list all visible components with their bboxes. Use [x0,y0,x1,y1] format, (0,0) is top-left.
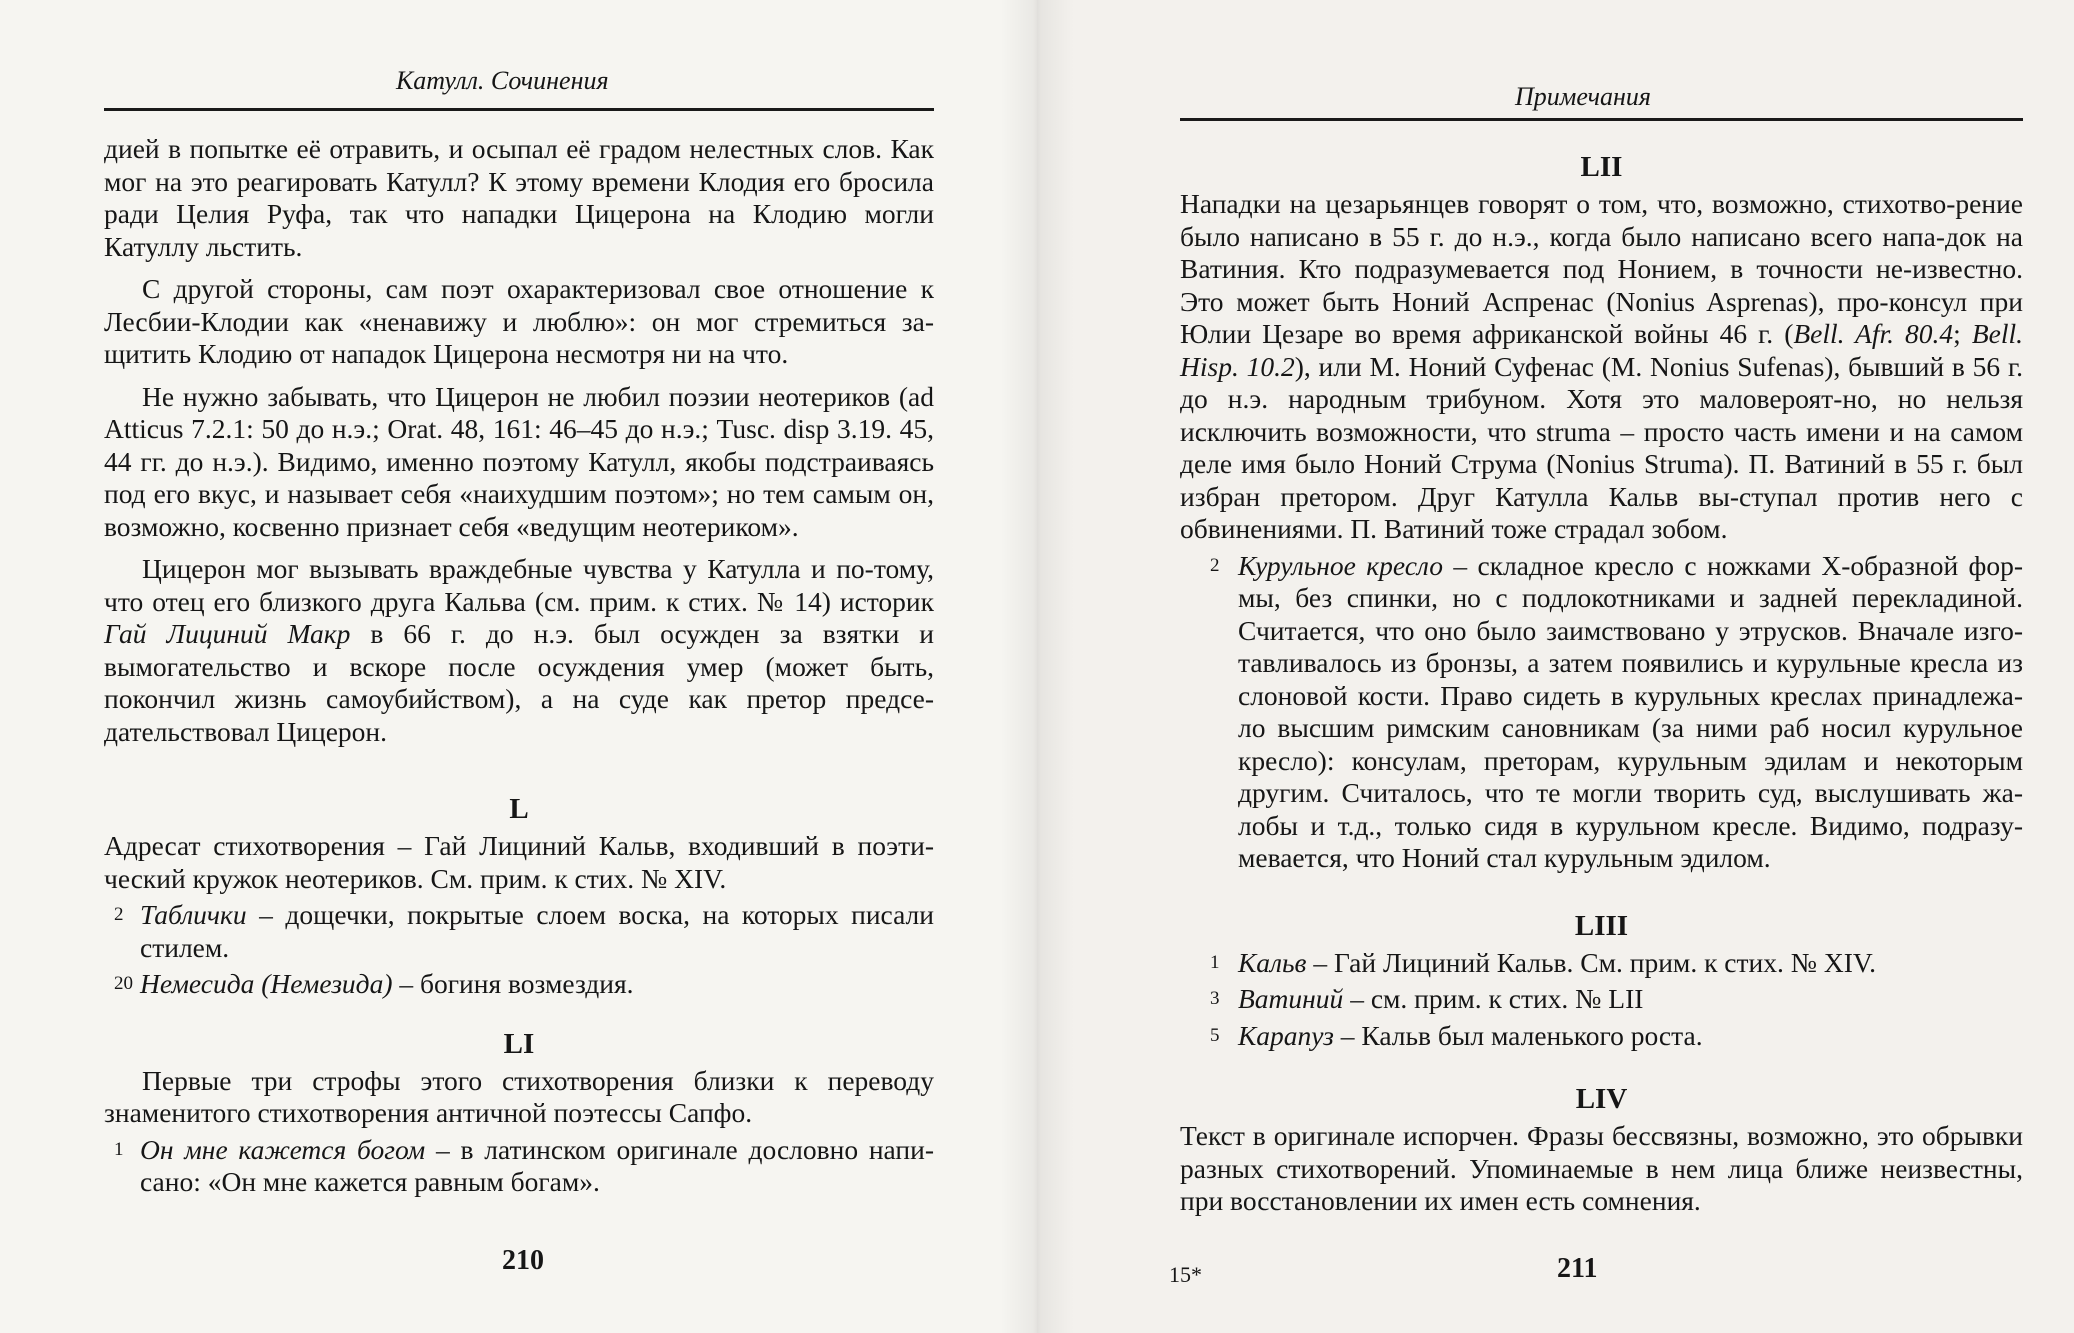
note-definition: – дощечки, покрытые слоем воска, на которых писали стилем. [140,899,934,963]
line-number: 3 [1210,988,1220,1009]
note-text [140,968,934,1001]
section-title-LII: LII [1580,151,1623,183]
note-item [1180,983,2023,1016]
left-page-body [104,133,934,1199]
paragraph: С другой стороны, сам поэт охарактеризовал свое отношение к Лесбии-Клодии как «ненавижу и люблю»: он мог стремиться за-щитить Клодию от нападок Цицерона несмотря ни на что. [104,273,934,369]
note-item [1180,550,2023,875]
section-intro: Текст в оригинале испорчен. Фразы бессвязны, возможно, это обрывки разных стихотворений. Упоминаемые в нем лица ближе неизвестны, при восстановлении их имен есть сомнения. [1180,1120,2023,1216]
page-number-left: 210 [502,1245,544,1276]
note-text [1238,983,2023,1016]
section-title-LIII: LIII [1574,909,1629,942]
section-intro: Адресат стихотворения – Гай Лициний Кальв, входивший в поэти-ческий кружок неотериков. См. прим. к стих. № XIV. [104,830,934,894]
section-intro: Первые три строфы этого стихотворения близки к переводу знаменитого стихотворения античной поэтессы Сапфо. [104,1064,934,1128]
note-text [140,1134,934,1199]
citation: Bell. Afr. 80.4 [1793,318,1954,349]
note-term: Он мне кажется богом [140,1133,426,1165]
section-title-LI: LI [503,1027,535,1060]
section-title-L: L [509,793,529,825]
note-term: Курульное кресло [1238,549,1443,581]
note-definition: – см. прим. к стих. № LII [1343,983,1644,1014]
note-definition: – складное кресло с ножками Х-образной фор-мы, без спинки, но с подлокотниками и задней перекладиной. Считается, что оно было заимствовано у этрусков. Вначале изго-тавливалось из бронзы, а затем появились и курульные кресла из слоновой кости. Право сидеть в курульных креслах принадлежа-ло высшим римским сановникам (за ними раб носил курульное кресло): консулам, преторам, курульным эдилам и некоторым другим. Считалось, что те могли творить суд, выслушивать жа-лобы и т.д., только сидя в курульном кресле. Видимо, подразу-мевается, что Ноний стал курульным эдилом. [1238,549,2024,873]
citation: Bell. Hisp. 10.2 [1180,318,2024,382]
right-page-body [1180,150,2023,1218]
note-definition: – Кальв был маленького роста. [1333,1019,1703,1051]
paragraph-text: Цицерон мог вызывать враждебные чувства у Катулла и по-тому, что отец его близкого друга Кальва (см. прим. к стих. № 14) историк [104,553,934,617]
header-rule-right [1180,118,2023,121]
note-item [104,968,934,1001]
paragraph: дией в попытке её отравить, и осыпал её градом нелестных слов. Как мог на это реагировать Катулл? К этому времени Клодия его бросила ради Целия Руфа, так что нападки Цицерона на Клодию могли Катуллу льстить. [104,133,934,262]
note-item [1180,947,2023,980]
citation-separator: ; [1953,318,1972,349]
note-definition: – в латинском оригинале дословно напи-сано: «Он мне кажется равным богам». [140,1133,934,1197]
printer-signature: 15* [1169,1262,1202,1287]
note-item [104,1134,934,1199]
note-definition: – Гай Лициний Кальв. См. прим. к стих. № XIV. [1306,946,1877,978]
note-term: Немесида (Немезида) [140,968,393,999]
paragraph-text: Нападки на цезарьянцев говорят о том, что, возможно, стихотво-рение было написано в 55 г. до н.э., когда было написано всего напа-док на Ватиния. Кто подразумевается под Нонием, в точности не-известно. Это может быть Ноний Аспренас (Nonius Asprenas), про-консул при Юлии Цезаре во время африканской войны 46 г. ( [1180,188,2023,349]
line-number: 1 [1210,951,1220,973]
section-intro [1180,188,2023,546]
note-text [140,899,934,964]
section-title-LIV: LIV [1575,1083,1628,1115]
line-number: 20 [114,973,133,994]
note-item [1180,1020,2023,1053]
line-number: 1 [114,1138,124,1160]
note-term: Таблички [140,899,247,930]
right-page [1037,0,2074,1333]
paragraph-text: в 66 г. до н.э. был осужден за взятки и вымогательство и вскоре после осуждения умер (может быть, покончил жизнь самоубийством), а на суде как претор предсе-дательствовал Цицерон. [104,618,935,747]
paragraph [104,553,934,748]
running-head-right: Примечания [1515,82,1651,111]
paragraph: Не нужно забывать, что Цицерон не любил поэзии неотериков (ad Atticus 7.2.1: 50 до н.э.; Orat. 48, 161: 46–45 до н.э.; Tusc. disp 3.19. 45, 44 гг. до н.э.). Видимо, именно поэтому Катулл, якобы подстраиваясь под его вкус, и называет себя «наихудшим поэтом»; но тем самым он, возможно, косвенно признает себя «ведущим неотериком». [104,380,934,542]
header-rule-left [104,108,934,111]
line-number: 2 [1210,554,1220,576]
page-number-right: 211 [1557,1253,1598,1284]
note-item [104,899,934,964]
note-text [1238,1020,2023,1053]
running-head-left: Катулл. Сочинения [396,66,609,95]
note-term: Кальв [1238,946,1307,978]
note-text [1238,550,2023,875]
note-text [1238,947,2023,980]
note-term: Карапуз [1238,1019,1334,1051]
line-number: 5 [1210,1024,1220,1046]
paragraph-text: ), или М. Ноний Суфенас (M. Nonius Sufenas), бывший в 56 г. до н.э. народным трибуном. Хотя это маловероят-но, но нельзя исключить возможности, что struma – просто часть имени и на самом деле имя было Ноний Струма (Nonius Struma). П. Ватиний в 55 г. был избран претором. Друг Катулла Кальв вы-ступал против него с обвинениями. П. Ватиний тоже страдал зобом. [1180,350,2023,544]
note-term: Ватиний [1238,983,1344,1014]
line-number: 2 [114,904,124,925]
person-name: Гай Лициний Макр [104,618,351,649]
note-definition: – богиня возмездия. [392,968,634,999]
